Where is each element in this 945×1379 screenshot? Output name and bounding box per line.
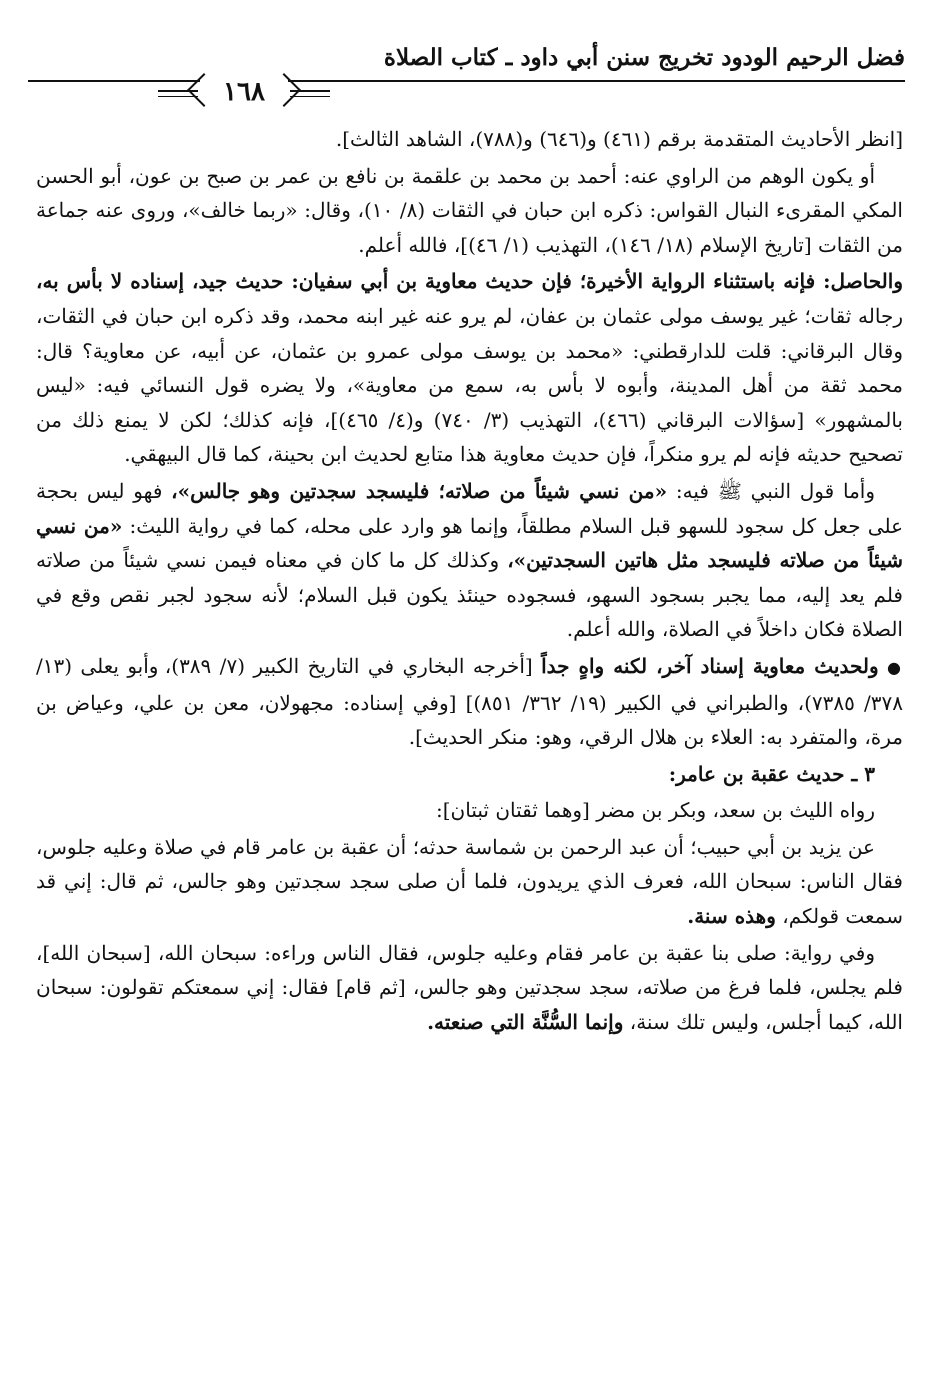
bold-text: «من نسي شيئاً من صلاته؛ فليسجد سجدتين وهو جالس»، [171,478,668,503]
paragraph [36,936,903,1040]
paragraph [36,264,903,472]
paragraph [36,122,903,157]
text-run: وكذلك كل ما كان في معناه فيمن نسي شيئاً من صلاته فلم يعد إليه، مما يجبر بسجود السهو، فسجوده حينئذ يكون قبل السلام؛ لأنه سجود لجبر نقص وقع في الصلاة فكان داخلاً في الصلاة، والله أعلم. [36,548,903,642]
bold-text: ٣ ـ حديث عقبة بن عامر: [668,761,875,786]
paragraph [36,757,903,792]
text-run: [أخرجه البخاري في التاريخ الكبير (٧/ ٣٨٩)، وأبو يعلى (١٣/ ٣٧٨/ ٧٣٨٥)، والطبراني في الكبير (١٩/ ٣٦٢/ ٨٥١)] [وفي إسناده: مجهولان، معن بن علي، وعياض بن مرة، والمتفرد به: العلاء بن هلال الرقي، وهو: منكر الحديث]. [36,653,903,750]
page-number: ١٦٨ [200,74,288,110]
page-body [36,122,903,1359]
ornament-line-right [290,90,330,97]
bold-text: وإنما السُّنَّة التي صنعته. [427,1009,624,1034]
paragraph [36,830,903,934]
text-run: وأما قول النبي ﷺ فيه: [667,478,875,503]
bold-text: وهذه سنة. [687,904,776,929]
text-run: وفي رواية: صلى بنا عقبة بن عامر فقام وعليه جلوس، فقال الناس وراءه: سبحان الله، [سبحان الله]، فلم يجلس، فلما فرغ من صلاته، سجد سجدتين وهو جالس، [ثم قام] فقال: إني سمعتكم تقولون: سبحان الله، كيما أجلس، وليس تلك سنة، [36,940,903,1034]
text-run: رواه الليث بن سعد، وبكر بن مضر [وهما ثقتان ثبتان]: [436,798,875,823]
paragraph [36,649,903,755]
text-run: رجاله ثقات؛ غير يوسف مولى عثمان بن عفان، لم يرو عنه غير ابنه محمد، وقد ذكره ابن حبان في الثقات، وقال البرقاني: قلت للدارقطني: «محمد بن يوسف مولى عمرو بن عثمان، عن أبيه، عن معاوية؟ قال: محمد ثقة من أهل المدينة، وأبوه لا بأس به، سمع من معاوية»، ولا يضره قول النسائي فيه: «ليس بالمشهور» [سؤالات البرقاني (٤٦٦)، التهذيب (٣/ ٧٤٠) و(٤/ ٤٦٥)]، فإنه كذلك؛ لكن لا يمنع ذلك من تصحيح حديثه فإنه لم يرو منكراً، فإن حديث معاوية هذا متابع لحديث ابن بحينة، كما قال البيهقي. [36,303,903,467]
paragraph [36,793,903,828]
text-run: فهو ليس بحجة على جعل كل سجود للسهو قبل السلام مطلقاً، وإنما هو وارد على محله، كما في رواية الليث: [36,478,904,538]
bold-text: والحاصل: فإنه باستثناء الرواية الأخيرة؛ فإن حديث معاوية بن أبي سفيان: حديث جيد، إسناده لا بأس به، [36,269,903,294]
page-number-ornament [28,68,905,114]
text-run: عن يزيد بن أبي حبيب؛ أن عبد الرحمن بن شماسة حدثه؛ أن عقبة بن عامر قام في صلاة وعليه جلوس، فقال الناس: سبحان الله، فعرف الذي يريدون، فلما أن صلى سجد سجدتين وهو جالس، ثم قال: إني قد سمعت قولكم، [36,834,903,929]
text-run: أو يكون الوهم من الراوي عنه: أحمد بن محمد بن علقمة بن نافع بن عمر بن صبح بن عون، أبو الحسن المكي المقرىء النبال القواس: ذكره ابن حبان في الثقات (٨/ ١٠)، وقال: «ربما خالف»، وروى عنه جماعة من الثقات [تاريخ الإسلام (١٨/ ١٤٦)، التهذيب (١/ ٤٦)]، فالله أعلم. [36,163,903,257]
page-header [28,44,905,114]
paragraph [36,159,903,263]
text-run: [انظر الأحاديث المتقدمة برقم (٤٦١) و(٦٤٦) و(٧٨٨)، الشاهد الثالث]. [335,127,903,151]
bullet-icon: ● [887,657,903,677]
bold-text: «من نسي شيئاً من صلاته فليسجد مثل هاتين السجدتين»، [36,513,903,573]
bold-text: ولحديث معاوية إسناد آخر، لكنه واهٍ جداً [541,653,879,678]
paragraph [36,474,903,647]
running-title: فضل الرحيم الودود تخريج سنن أبي داود ـ كتاب الصلاة [383,44,905,71]
